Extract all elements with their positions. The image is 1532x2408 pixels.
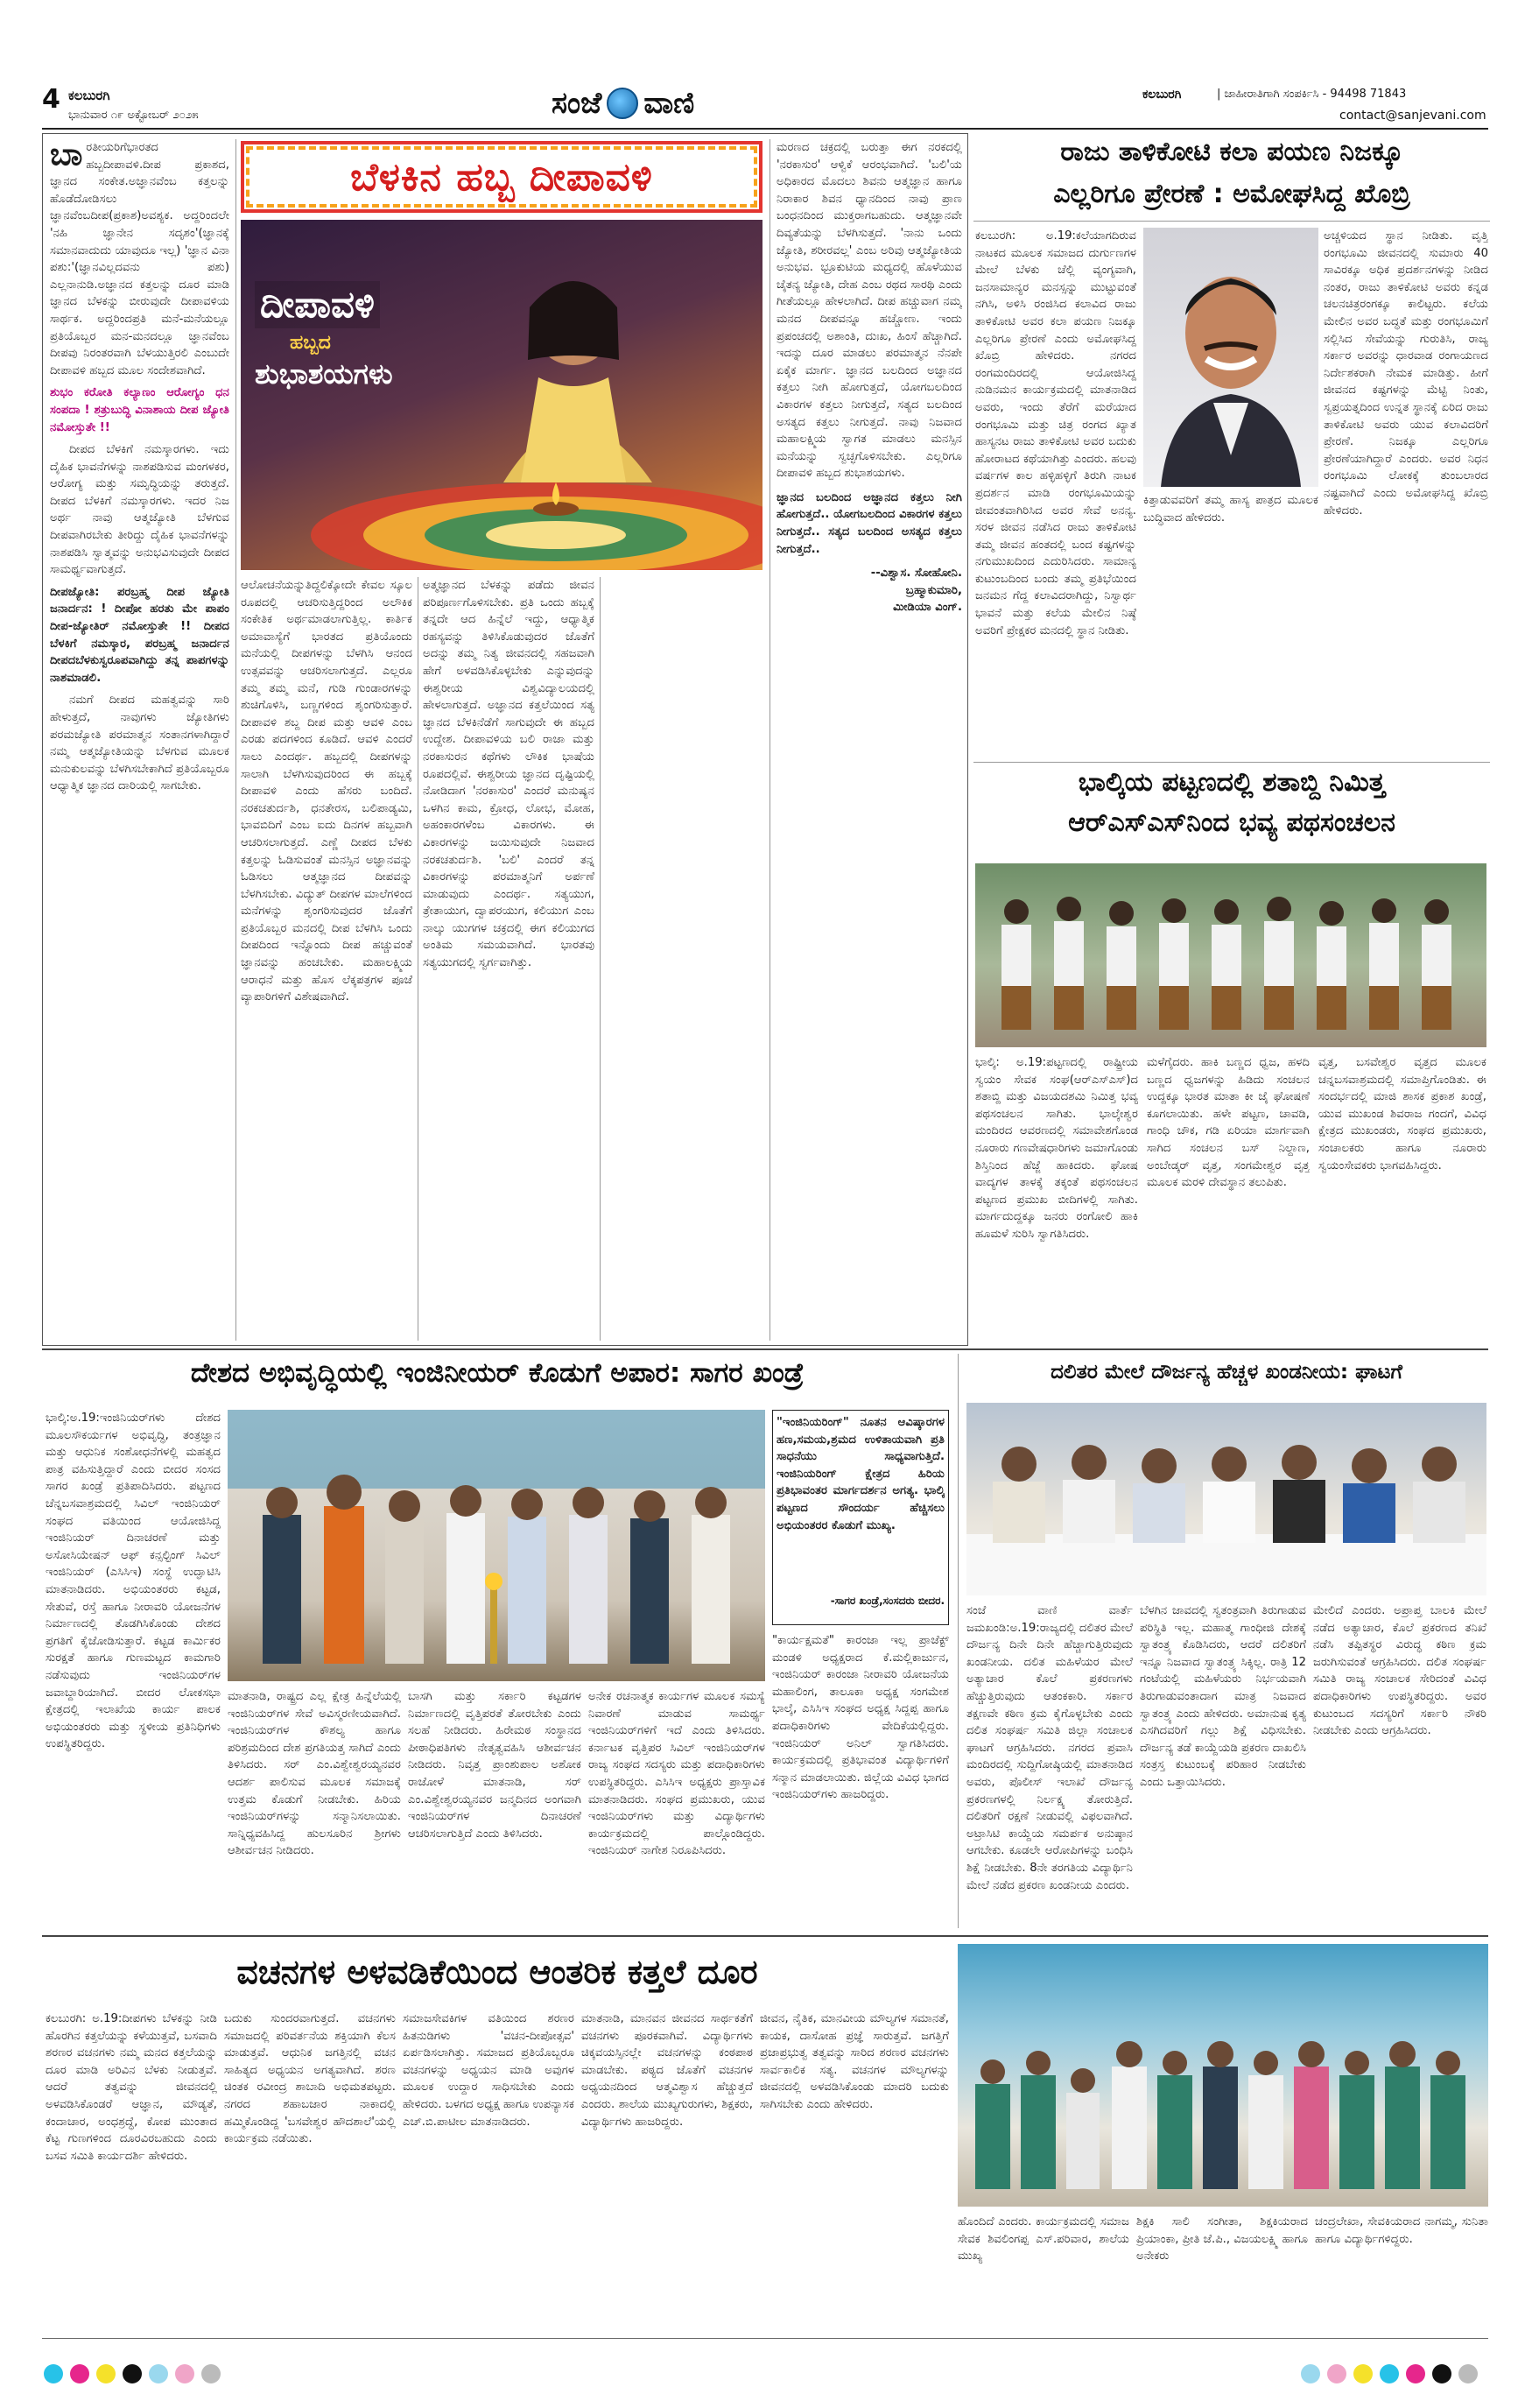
color-registration-right <box>1301 2364 1493 2387</box>
deepavali-dropcap: ಬಾ <box>50 139 83 173</box>
seated-people-illustration <box>966 1403 1486 1595</box>
rss-march-photo <box>975 863 1486 1047</box>
footer-rule <box>42 2338 1488 2339</box>
page-number: 4 <box>42 84 60 115</box>
lamp-lighting-ceremony-illustration <box>228 1410 765 1681</box>
deepavali-headline: ಬೆಳಕಿನ ಹಬ್ಬ ದೀಪಾವಳಿ <box>350 154 653 200</box>
deepavali-col3b <box>605 577 762 1341</box>
engineer-quote-box <box>772 1410 949 1625</box>
vachana-col2: ಬದುಕು ಸುಂದರವಾಗುತ್ತದೆ. ವಚನಗಳು ಸಮಾಜದಲ್ಲಿ ಪರಿವರ್ತನೆಯ ಶಕ್ತಿಯಾಗಿ ಕೆಲಸ ಮಾಡುತ್ತವೆ. ಆಧುನಿಕ ಜಗತ್ತಿನಲ್ಲಿ ವಚನ ಸಾಹಿತ್ಯದ ಅಧ್ಯಯನ ಅಗತ್ಯವಾಗಿದೆ. ಶರಣ ಚಿಂತಕ ರವೀಂದ್ರ ಶಾಬಾದಿ ಅಭಿಮತಪಟ್ಟರು. ನಗರದ ಶಹಾಬಜಾರ ನಾಕಾದಲ್ಲಿ ಹಮ್ಮಿಕೊಂಡಿದ್ದ 'ಬಸವೇಶ್ವರ ಹೌದಶಾಲೆ'ಯಲ್ಲಿ ಕಾರ್ಯಕ್ರಮ ನಡೆಯಿತು. <box>224 2012 396 2146</box>
masthead-left: ಸಂಜೆ <box>552 86 602 121</box>
vachana-article <box>42 1940 1490 2334</box>
engineer-col4: ಅನೇಕ ರಚನಾತ್ಮಕ ಕಾರ್ಯಗಳ ಮೂಲಕ ಸಮಸ್ಯೆ ನಿವಾರಣೆ ಮಾಡುವ ಸಾಮರ್ಥ್ಯ ಇಂಜಿನಿಯರ್‌ಗಳಿಗೆ ಇದೆ ಎಂದು ತಿಳಿಸಿದರು. ಕರ್ನಾಟಕ ವೃತ್ತಿಪರ ಸಿವಿಲ್ ಇಂಜಿನಿಯರ್‌ಗಳ ರಾಜ್ಯ ಸಂಘದ ಸದಸ್ಯರು ಮತ್ತು ಪದಾಧಿಕಾರಿಗಳು ಉಪಸ್ಥಿತರಿದ್ದರು. ಎಸಿಸಿಇ ಅಧ್ಯಕ್ಷರು ಪ್ರಾಸ್ತಾವಿಕ ಮಾತನಾಡಿದರು. ಸಂಘದ ಪ್ರಮುಖರು, ಯುವ ಇಂಜಿನಿಯರ್‌ಗಳು ಮತ್ತು ವಿದ್ಯಾರ್ಥಿಗಳು ಕಾರ್ಯಕ್ರಮದಲ್ಲಿ ಪಾಲ್ಗೊಂಡಿದ್ದರು. ಇಂಜಿನಿಯರ್ ನಾಗೇಶ ನಿರೂಪಿಸಿದರು. <box>588 1690 765 1858</box>
section-rule <box>973 762 1490 763</box>
byline-org: ಬ್ರಹ್ಮಾಕುಮಾರಿ, <box>905 583 962 597</box>
engineer-col1: ಭಾಲ್ಕಿ:ಅ.19:ಇಂಜಿನಿಯರ್‌ಗಳು ದೇಶದ ಮೂಲಸೌಕರ್ಯಗಳ ಅಭಿವೃದ್ಧಿ, ತಂತ್ರಜ್ಞಾನ ಮತ್ತು ಆಧುನಿಕ ಸಂಶೋಧನೆಗಳಲ್ಲಿ ಮಹತ್ವದ ಪಾತ್ರ ವಹಿಸುತ್ತಿದ್ದಾರೆ ಎಂದು ಬೀದರ ಸಂಸದ ಸಾಗರ ಖಂಡ್ರೆ ಪ್ರತಿಪಾದಿಸಿದರು. ಪಟ್ಟಣದ ಚೆನ್ನಬಸವಾಶ್ರಮದಲ್ಲಿ ಸಿವಿಲ್ ಇಂಜಿನಿಯರ್ ಸಂಘದ ವತಿಯಿಂದ ಆಯೋಜಿಸಿದ್ದ ಇಂಜಿನಿಯರ್ ದಿನಾಚರಣೆ ಮತ್ತು ಅಸೋಸಿಯೇಷನ್ ಆಫ್ ಕನ್ಸಲ್ಟಿಂಗ್ ಸಿವಿಲ್ ಇಂಜಿನಿಯರ್ (ಎಸಿಸಿಇ) ಸಂಸ್ಥೆ ಉದ್ಘಾಟಿಸಿ ಮಾತನಾಡಿದರು. ಅಭಿಯಂತರರು ಕಟ್ಟಡ, ಸೇತುವೆ, ರಸ್ತೆ ಹಾಗೂ ನೀರಾವರಿ ಯೋಜನೆಗಳ ನಿರ್ಮಾಣದಲ್ಲಿ ತೊಡಗಿಸಿಕೊಂಡು ದೇಶದ ಪ್ರಗತಿಗೆ ಕೈಜೋಡಿಸುತ್ತಾರೆ. ಕಟ್ಟಡ ಕಾರ್ಮಿಕರ ಸುರಕ್ಷತೆ ಹಾಗೂ ಗುಣಮಟ್ಟದ ಕಾಮಗಾರಿ ನಡೆಸುವುದು ಇಂಜಿನಿಯರ್‌ಗಳ ಜವಾಬ್ದಾರಿಯಾಗಿದೆ. ಬೀದರ ಲೋಕಸಭಾ ಕ್ಷೇತ್ರದಲ್ಲಿ ಇಲಾಖೆಯ ಕಾರ್ಯ ಪಾಲಕ ಅಭಿಯಂತರರು ಮತ್ತು ಸ್ಥಳೀಯ ಪ್ರತಿನಿಧಿಗಳು ಉಪಸ್ಥಿತರಿದ್ದರು. <box>46 1412 221 1751</box>
dalit-article <box>963 1354 1490 1932</box>
dalit-col3: ಮೇಲಿದೆ ಎಂದರು. ಅಪ್ರಾಪ್ತ ಬಾಲಕಿ ಮೇಲೆ ನಡೆದ ಅತ್ಯಾಚಾರ, ಕೊಲೆ ಪ್ರಕರಣದ ತನಿಖೆ ನಡೆಸಿ ತಪ್ಪಿತಸ್ಥರ ವಿರುದ್ಧ ಕಠಿಣ ಕ್ರಮ ಜರುಗಿಸುವಂತೆ ಆಗ್ರಹಿಸಿದರು. ದಲಿತ ಸಂಘರ್ಷ ಸಮಿತಿ ರಾಜ್ಯ ಸಂಚಾಲಕ ಸೇರಿದಂತೆ ವಿವಿಧ ಪದಾಧಿಕಾರಿಗಳು ಉಪಸ್ಥಿತರಿದ್ದರು. ಅವರ ಕುಟುಂಬದ ಸದಸ್ಯರಿಗೆ ಸರ್ಕಾರಿ ನೌಕರಿ ನೀಡಬೇಕು ಎಂದು ಆಗ್ರಹಿಸಿದರು. <box>1313 1604 1486 1738</box>
raju-col1: ಕಲಬುರಗಿ: ಅ.19:ಕಲೆಯಾಗದಿರುವ ನಾಟಕದ ಮೂಲಕ ಸಮಾಜದ ದುರ್ಗುಣಗಳ ಮೇಲೆ ಬೆಳಕು ಚೆಲ್ಲಿ ವ್ಯಂಗ್ಯವಾಗಿ, ಜನಸಾಮಾನ್ಯರ ಮನಸ್ಸನ್ನು ಮುಟ್ಟುವಂತೆ ನಗಿಸಿ, ಅಳಿಸಿ ರಂಜಿಸಿದ ಕಲಾವಿದ ರಾಜು ತಾಳಿಕೋಟಿ ಅವರ ಕಲಾ ಪಯಣ ನಿಜಕ್ಕೂ ಎಲ್ಲರಿಗೂ ಪ್ರೇರಣೆ ಎಂದು ಅಮೋಘಸಿದ್ದ ಖೊಬ್ರಿ ಹೇಳಿದರು. ನಗರದ ರಂಗಮಂದಿರದಲ್ಲಿ ಆಯೋಜಿಸಿದ್ದ ನುಡಿನಮನ ಕಾರ್ಯಕ್ರಮದಲ್ಲಿ ಮಾತನಾಡಿದ ಅವರು, ಇಂದು ತೆರೆಗೆ ಮರೆಯಾದ ರಂಗಭೂಮಿ ಮತ್ತು ಚಿತ್ರ ರಂಗದ ಖ್ಯಾತ ಹಾಸ್ಯನಟ ರಾಜು ತಾಳಿಕೋಟಿ ಅವರ ಬದುಕು ಹೋರಾಟದ ಕಥೆಯಾಗಿತ್ತು ಎಂದರು. ಹಲವು ವರ್ಷಗಳ ಕಾಲ ಹಳ್ಳಿಹಳ್ಳಿಗೆ ತಿರುಗಿ ನಾಟಕ ಪ್ರದರ್ಶನ ಮಾಡಿ ರಂಗಭೂಮಿಯನ್ನು ಜೀವಂತವಾಗಿರಿಸಿದ ಅವರ ಸೇವೆ ಅನನ್ಯ. ಸರಳ ಜೀವನ ನಡೆಸಿದ ರಾಜು ತಾಳಿಕೋಟಿ ತಮ್ಮ ಜೀವನ ಹಂತದಲ್ಲಿ ಬಂದ ಕಷ್ಟಗಳನ್ನು ನಗುಮುಖದಿಂದ ಎದುರಿಸಿದರು. ಸಾಮಾನ್ಯ ಕುಟುಂಬದಿಂದ ಬಂದು ತಮ್ಮ ಪ್ರತಿಭೆಯಿಂದ ಜನಮನ ಗೆದ್ದ ಕಲಾವಿದರಾಗಿದ್ದು, ನಿಸ್ವಾರ್ಥ ಭಾವನೆ ಮತ್ತು ಕಲೆಯ ಮೇಲಿನ ನಿಷ್ಠೆ ಅವರಿಗೆ ಪ್ರೇಕ್ಷಕರ ಮನದಲ್ಲಿ ಸ್ಥಾನ ನೀಡಿತು. <box>975 229 1136 637</box>
engineer-headline: ದೇಶದ ಅಭಿವೃದ್ಧಿಯಲ್ಲಿ ಇಂಜಿನೀಯರ್ ಕೊಡುಗೆ ಅಪಾರ: ಸಾಗರ ಖಂಡ್ರೆ <box>190 1357 805 1389</box>
vachana-event-photo <box>958 1944 1488 2207</box>
header-date: ಭಾನುವಾರ ೧೯ ಅಕ್ಟೋಬರ್ ೨೦೨೫ <box>68 109 199 122</box>
deepavali-greeting-image <box>241 220 762 570</box>
bhalki-col2: ಮಳೆಗೈದರು. ಹಾಕಿ ಬಣ್ಣದ ಧ್ವಜ, ಹಳದಿ ಬಣ್ಣದ ಧ್ವಜಗಳನ್ನು ಹಿಡಿದು ಸಂಚಲನ ಉದ್ದಕ್ಕೂ ಭಾರತ ಮಾತಾ ಕೀ ಜೈ ಘೋಷಣೆ ಕೂಗಲಾಯಿತು. ಹಳೇ ಪಟ್ಟಣ, ಚಾವಡಿ, ಗಾಂಧಿ ಚೌಕ, ಗಡಿ ಏರಿಯಾ ಮಾರ್ಗವಾಗಿ ಸಾಗಿದ ಸಂಚಲನ ಬಸ್ ನಿಲ್ದಾಣ, ಅಂಬೇಡ್ಕರ್ ವೃತ್ತ, ಸಂಗಮೇಶ್ವರ ವೃತ್ತ ಮೂಲಕ ಮರಳಿ ದೇವಸ್ಥಾನ ತಲುಪಿತು. <box>1147 1056 1310 1190</box>
engineer-col5: "ಕಾರ್ಯಕ್ಷಮತೆ" ಕಾರಂಜಾ ಇಲ್ಲ ಪ್ರಾಜೆಕ್ಟ್ ಮಂಡಳಿ ಅಧ್ಯಕ್ಷರಾದ ಕೆ.ಮಲ್ಲಿಕಾರ್ಜುನ, ಇಂಜಿನಿಯರ್ ಕಾರಂಜಾ ನೀರಾವರಿ ಯೋಜನೆಯ ಮಹಾಲಿಂಗ, ತಾಲೂಕಾ ಅಧ್ಯಕ್ಷ ಸಂಗಮೇಶ ಭಾಲ್ಕೆ, ಎಸಿಸಿಇ ಸಂಘದ ಅಧ್ಯಕ್ಷ ಸಿದ್ದಪ್ಪ ಹಾಗೂ ಪದಾಧಿಕಾರಿಗಳು ವೇದಿಕೆಯಲ್ಲಿದ್ದರು. ಇಂಜಿನಿಯರ್ ಅನಿಲ್ ಸ್ವಾಗತಿಸಿದರು. ಕಾರ್ಯಕ್ರಮದಲ್ಲಿ ಪ್ರತಿಭಾವಂತ ವಿದ್ಯಾರ್ಥಿಗಳಿಗೆ ಸನ್ಮಾನ ಮಾಡಲಾಯಿತು. ಜಿಲ್ಲೆಯ ವಿವಿಧ ಭಾಗದ ಇಂಜಿನಿಯರ್‌ಗಳು ಹಾಜರಿದ್ದರು. <box>772 1634 949 1802</box>
raju-photo-caption: ಕಿತ್ತಾಡುವವರಿಗೆ ತಮ್ಮ ಹಾಸ್ಯ ಪಾತ್ರದ ಮೂಲಕ ಬುದ್ಧಿವಾದ ಹೇಳಿದರು. <box>1143 494 1318 525</box>
vachana-col4: ಮಾತನಾಡಿ, ಮಾನವನ ಜೀವನದ ಸಾರ್ಥಕತೆಗೆ ವಚನಗಳು ಪೂರಕವಾಗಿವೆ. ವಿದ್ಯಾರ್ಥಿಗಳು ಚಿಕ್ಕವಯಸ್ಸಿನಲ್ಲೇ ವಚನಗಳನ್ನು ಕಂಠಪಾಠ ಮಾಡಬೇಕು. ಪಠ್ಯದ ಜೊತೆಗೆ ವಚನಗಳ ಅಧ್ಯಯನದಿಂದ ಆತ್ಮವಿಶ್ವಾಸ ಹೆಚ್ಚುತ್ತದೆ ಎಂದರು. ಶಾಲೆಯ ಮುಖ್ಯಗುರುಗಳು, ಶಿಕ್ಷಕರು, ವಿದ್ಯಾರ್ಥಿಗಳು ಹಾಜರಿದ್ದರು. <box>581 2012 753 2129</box>
deepavali-col1-p2: ದೀಪದ ಬೆಳಕಿಗೆ ನಮಸ್ಕಾರಗಳು. ಇದು ದೈಹಿಕ ಭಾವನೆಗಳನ್ನು ನಾಶಪಡಿಸುವ ಮಂಗಳಕರ, ಆರೋಗ್ಯ ಮತ್ತು ಸಮೃದ್ಧಿಯನ್ನು ತರುತ್ತದೆ. ದೀಪದ ಬೆಳಕಿಗೆ ನಮಸ್ಕಾರಗಳು. ಇದರ ನಿಜ ಅರ್ಥ ನಾವು ಆತ್ಮಜ್ಯೋತಿ ಬೆಳಗುವ ದೀಪವಾಗಿರಬೇಕು ತೀರಿದ್ದು ದೈಹಿಕ ಭಾವನೆಗಳನ್ನು ನಾಶಪಡಿಸಿ ಸ್ವಾತ್ಮವನ್ನು ಅನುಭವಿಸುವುದೇ ದೀಪದ ಸಾಮರ್ಥ್ಯವಾಗುತ್ತದೆ. <box>50 443 229 577</box>
byline-name: --ವಿಶ್ವಾಸ. ಸೋಹೋನಿ. <box>870 567 962 581</box>
engineer-article <box>42 1354 952 1932</box>
masthead-logo-icon <box>607 88 638 119</box>
raju-headline1: ರಾಜು ತಾಳಿಕೋಟಿ ಕಲಾ ಪಯಣ ನಿಜಕ್ಕೂ <box>1060 137 1403 167</box>
column-rule <box>235 139 236 1341</box>
raju-col2: ಅಚ್ಚಳಿಯದ ಸ್ಥಾನ ನೀಡಿತು. ವೃತ್ತಿ ರಂಗಭೂಮಿ ಜೀವನದಲ್ಲಿ ಸುಮಾರು 40 ಸಾವಿರಕ್ಕೂ ಅಧಿಕ ಪ್ರದರ್ಶನಗಳನ್ನು ನೀಡಿದ ನಂತರ, ರಾಜು ತಾಳಿಕೋಟಿ ಅವರು ಕನ್ನಡ ಚಲನಚಿತ್ರರಂಗಕ್ಕೂ ಕಾಲಿಟ್ಟರು. ಕಲೆಯ ಮೇಲಿನ ಅವರ ಬದ್ಧತೆ ಮತ್ತು ರಂಗಭೂಮಿಗೆ ಸಲ್ಲಿಸಿದ ಸೇವೆಯನ್ನು ಗುರುತಿಸಿ, ರಾಜ್ಯ ಸರ್ಕಾರ ಅವರನ್ನು ಧಾರವಾಡ ರಂಗಾಯಣದ ನಿರ್ದೇಶಕರಾಗಿ ನೇಮಕ ಮಾಡಿತ್ತು. ಹೀಗೆ ಜೀವನದ ಕಷ್ಟಗಳನ್ನು ಮೆಟ್ಟಿ ನಿಂತು, ಸ್ವಪ್ರಯತ್ನದಿಂದ ಉನ್ನತ ಸ್ಥಾನಕ್ಕೆ ಏರಿದ ರಾಜು ತಾಳಿಕೋಟಿ ಅವರು ಯುವ ಕಲಾವಿದರಿಗೆ ಪ್ರೇರಣೆ. ನಿಜಕ್ಕೂ ಎಲ್ಲರಿಗೂ ಪ್ರೇರಣೆಯಾಗಿದ್ದಾರೆ ಎಂದರು. ಅವರ ನಿಧನ ರಂಗಭೂಮಿ ಲೋಕಕ್ಕೆ ತುಂಬಲಾರದ ನಷ್ಟವಾಗಿದೆ ಎಂದು ಅಮೋಘಸಿದ್ದ ಖೊಬ್ರಿ ಹೇಳಿದರು. <box>1324 229 1488 518</box>
deepavali-col4 <box>777 139 962 1341</box>
engineer-event-photo <box>228 1410 765 1681</box>
raju-headline2: ಎಲ್ಲರಿಗೂ ಪ್ರೇರಣೆ : ಅಮೋಘಸಿದ್ದ ಖೊಬ್ರಿ <box>1053 179 1410 209</box>
bhalki-headline1: ಭಾಲ್ಕಿಯ ಪಟ್ಟಣದಲ್ಲಿ ಶತಾಬ್ದಿ ನಿಮಿತ್ತ <box>1078 767 1386 798</box>
column-rule <box>958 1354 959 1928</box>
students-group-illustration <box>958 1944 1488 2207</box>
deepavali-article <box>42 133 968 1346</box>
greeting-line1: ದೀಪಾವಳಿ <box>255 281 380 328</box>
contact-email[interactable]: contact@sanjevani.com <box>1339 109 1486 123</box>
deepavali-col3: ಅತ್ಮಜ್ಞಾನದ ಬೆಳಕನ್ನು ಪಡೆದು ಜೀವನ ಪರಿಪೂರ್ಣಗೊಳಿಸಬೇಕು. ಪ್ರತಿ ಒಂದು ಹಬ್ಬಕ್ಕೆ ತನ್ನದೇ ಆದ ಹಿನ್ನೆಲೆ ಇದ್ದು, ಆಧ್ಯಾತ್ಮಿಕ ರಹಸ್ಯವನ್ನು ತಿಳಿಸಿಕೊಡುವುದರ ಜೊತೆಗೆ ಅದನ್ನು ತಮ್ಮ ನಿತ್ಯ ಜೀವನದಲ್ಲಿ ಸಹಜವಾಗಿ ಹೇಗೆ ಅಳವಡಿಸಿಕೊಳ್ಳಬೇಕು ಎನ್ನುವುದನ್ನು ಈಶ್ವರೀಯ ವಿಶ್ವವಿದ್ಯಾಲಯದಲ್ಲಿ ಹೇಳಲಾಗುತ್ತದೆ. ಅಜ್ಞಾನದ ಕತ್ತಲೆಯಿಂದ ಸತ್ಯ ಜ್ಞಾನದ ಬೆಳಕಿನೆಡೆಗೆ ಸಾಗುವುದೇ ಈ ಹಬ್ಬದ ಉದ್ದೇಶ. ದೀಪಾವಳಿಯ ಬಲಿ ರಾಜಾ ಮತ್ತು ನರಕಾಸುರನ ಕಥೆಗಳು ಲೌಕಿಕ ಭಾಷೆಯ ರೂಪದಲ್ಲಿವೆ. ಈಶ್ವರೀಯ ಜ್ಞಾನದ ದೃಷ್ಟಿಯಲ್ಲಿ ನೋಡಿದಾಗ 'ನರಕಾಸುರ' ಎಂದರೆ ಮನುಷ್ಯನ ಒಳಗಿನ ಕಾಮ, ಕ್ರೋಧ, ಲೋಭ, ಮೋಹ, ಅಹಂಕಾರಗಳೆಂಬ ವಿಕಾರಗಳು. ಈ ವಿಕಾರಗಳನ್ನು ಜಯಿಸುವುದೇ ನಿಜವಾದ ನರಕಚತುರ್ದಶಿ. 'ಬಲಿ' ಎಂದರೆ ತನ್ನ ವಿಕಾರಗಳನ್ನು ಪರಮಾತ್ಮನಿಗೆ ಅರ್ಪಣೆ ಮಾಡುವುದು ಎಂದರ್ಥ. ಸತ್ಯಯುಗ, ತ್ರೇತಾಯುಗ, ದ್ವಾಪರಯುಗ, ಕಲಿಯುಗ ಎಂಬ ನಾಲ್ಕು ಯುಗಗಳ ಚಕ್ರದಲ್ಲಿ ಈಗ ಕಲಿಯುಗದ ಅಂತಿಮ ಸಮಯವಾಗಿದೆ. ಭಾರತವು ಸತ್ಯಯುಗದಲ್ಲಿ ಸ್ವರ್ಗವಾಗಿತ್ತು. <box>423 579 594 970</box>
header-city-left: ಕಲಬುರಗಿ <box>68 88 110 103</box>
dalit-col1: ಸಂಜೆ ವಾಣಿ ವಾರ್ತೆ ಜಮಖಂಡಿ:ಅ.19:ರಾಜ್ಯದಲ್ಲಿ ದಲಿತರ ಮೇಲೆ ದೌರ್ಜನ್ಯ ದಿನೇ ದಿನೇ ಹೆಚ್ಚಾಗುತ್ತಿರುವುದು ಖಂಡನೀಯ. ದಲಿತ ಮಹಿಳೆಯರ ಮೇಲೆ ಅತ್ಯಾಚಾರ ಕೊಲೆ ಪ್ರಕರಣಗಳು ಹೆಚ್ಚುತ್ತಿರುವುದು ಆತಂಕಕಾರಿ. ಸರ್ಕಾರ ತಕ್ಷಣವೇ ಕಠಿಣ ಕ್ರಮ ಕೈಗೊಳ್ಳಬೇಕು ಎಂದು ದಲಿತ ಸಂಘರ್ಷ ಸಮಿತಿ ಜಿಲ್ಲಾ ಸಂಚಾಲಕ ಘಾಟಗೆ ಆಗ್ರಹಿಸಿದರು. ನಗರದ ಪ್ರವಾಸಿ ಮಂದಿರದಲ್ಲಿ ಸುದ್ದಿಗೋಷ್ಠಿಯಲ್ಲಿ ಮಾತನಾಡಿದ ಅವರು, ಪೊಲೀಸ್ ಇಲಾಖೆ ದೌರ್ಜನ್ಯ ಪ್ರಕರಣಗಳಲ್ಲಿ ನಿರ್ಲಕ್ಷ್ಯ ತೋರುತ್ತಿದೆ. ದಲಿತರಿಗೆ ರಕ್ಷಣೆ ನೀಡುವಲ್ಲಿ ವಿಫಲವಾಗಿದೆ. ಅಟ್ರಾಸಿಟಿ ಕಾಯ್ದೆಯ ಸಮರ್ಪಕ ಅನುಷ್ಠಾನ ಆಗಬೇಕು. ಕೂಡಲೇ ಆರೋಪಿಗಳನ್ನು ಬಂಧಿಸಿ ಶಿಕ್ಷೆ ನೀಡಬೇಕು. 8ನೇ ತರಗತಿಯ ವಿದ್ಯಾರ್ಥಿನಿ ಮೇಲೆ ನಡೆದ ಪ್ರಕರಣ ಖಂಡನೀಯ ಎಂದರು. <box>966 1604 1133 1892</box>
ad-contact: | ಜಾಹೀರಾತಿಗಾಗಿ ಸಂಪರ್ಕಿಸಿ - 94498 71843 <box>1217 88 1407 101</box>
color-registration-left <box>44 2364 236 2387</box>
deepavali-verse1: ಶುಭಂ ಕರೋತಿ ಕಲ್ಯಾಣಂ ಆರೋಗ್ಯಂ ಧನ ಸಂಪದಾ ! ಶತ್ರುಬುದ್ಧಿ ವಿನಾಶಾಯ ದೀಪ ಜ್ಯೋತಿ ನಮೋಸ್ತುತೇ !! <box>50 386 229 434</box>
column-rule <box>600 577 601 1341</box>
greeting-line3: ಶುಭಾಶಯಗಳು <box>255 357 393 391</box>
vachana-headline: ವಚನಗಳ ಅಳವಡಿಕೆಯಿಂದ ಆಂತರಿಕ ಕತ್ತಲೆ ದೂರ <box>236 1953 758 1991</box>
masthead-right: ವಾಣಿ <box>643 86 695 121</box>
bhalki-headline2: ಆರ್‌ಎಸ್‌ಎಸ್‌ನಿಂದ ಭವ್ಯ ಪಥಸಂಚಲನ <box>1068 807 1395 838</box>
deepavali-verse2: ದೀಪಜ್ಯೋತಿ: ಪರಬ್ರಹ್ಮ ದೀಪ ಜ್ಯೋತಿ ಜನಾರ್ದನ: ! ದೀಪೋ ಹರತು ಮೇ ಪಾಪಂ ದೀಪ-ಜ್ಯೋತಿರ್ ನಮೋಸ್ತುತೇ !! ದೀಪದ ಬೆಳಕಿಗೆ ನಮಸ್ಕಾರ, ಪರಬ್ರಹ್ಮ ಜನಾರ್ದನ ದೀಪದಬೆಳಕುಸ್ವರೂಪವಾಗಿದ್ದು ತನ್ನ ಪಾಪಗಳನ್ನು ನಾಶಮಾಡಲಿ. <box>50 585 229 685</box>
header-rule <box>42 128 1488 130</box>
deepavali-col1-p1: ರತೀಯರಿಗೆಭಾರತದ ಹಬ್ಬದೀಪಾವಳಿ.ದೀಪ ಪ್ರಕಾಶದ, ಜ್ಞಾನದ ಸಂಕೇತ.ಅಜ್ಞಾನವೆಂಬ ಕತ್ತಲನ್ನು ಹೊಡೆದೋಡಿಸಲು ಜ್ಞಾನವೆಂಬದೀಪ(ಪ್ರಕಾಶ)ಅವಶ್ಯಕ. ಅದ್ದರಿಂದಲೇ 'ನಹಿ ಜ್ಞಾನೇನ ಸದೃಶಂ'(ಜ್ಞಾನಕ್ಕೆ ಸಮಾನವಾದುದು ಯಾವುದೂ ಇಲ್ಲ) 'ಜ್ಞಾನ ವಿನಾ ಪಶು:'(ಜ್ಞಾನವಿಲ್ಲದವನು ಪಶು) ಎಲ್ಲನಾನುಡಿ.ಅಜ್ಞಾನದ ಕತ್ತಲನ್ನು ದೂರ ಮಾಡಿ ಜ್ಞಾನದ ಬೆಳಕನ್ನು ಬೀರುವುದೇ ದೀಪಾವಳಿಯ ಸಾರ್ಥಕ. ಅದ್ದರಿಂದಪ್ರತಿ ಮನೆ-ಮನೆಯಲ್ಲೂ ಪ್ರತಿಯೊಬ್ಬರ ಮನ-ಮನದಲ್ಲೂ ಜ್ಞಾನವೆಂಬ ದೀಪವು ನಿರಂತರವಾಗಿ ಬೆಳಯುತ್ತಿರಲಿ ಎಂಬುದೇ ದೀಪಾವಳಿ ಹಬ್ಬದ ಮೂಲ ಸಂದೇಶವಾಗಿದೆ. <box>50 141 229 377</box>
deepavali-col4-verse: ಜ್ಞಾನದ ಬಲದಿಂದ ಅಜ್ಞಾನದ ಕತ್ತಲು ನೀಗಿ ಹೋಗುತ್ತದೆ.. ಯೋಗಬಲದಿಂದ ವಿಕಾರಗಳ ಕತ್ತಲು ನೀಗುತ್ತದೆ.. ಸತ್ಯದ ಬಲದಿಂದ ಅಸತ್ಯದ ಕತ್ತಲು ನೀಗುತ್ತದೆ.. <box>777 490 962 556</box>
byline-wing: ಮೀಡಿಯಾ ವಿಂಗ್. <box>893 601 962 615</box>
bhalki-article <box>973 767 1490 1345</box>
header-city-right: ಕಲಬುರಗಿ <box>1142 88 1182 102</box>
bhalki-col3: ವೃತ್ತ, ಬಸವೇಶ್ವರ ವೃತ್ತದ ಮೂಲಕ ಚನ್ನಬಸವಾಶ್ರಮದಲ್ಲಿ ಸಮಾಪ್ತಿಗೊಂಡಿತು. ಈ ಸಂದರ್ಭದಲ್ಲಿ ಮಾಜಿ ಶಾಸಕ ಪ್ರಕಾಶ ಖಂಡ್ರೆ, ಯುವ ಮುಖಂಡ ಶಿವರಾಜ ಗಂದಗೆ, ವಿವಿಧ ಕ್ಷೇತ್ರದ ಮುಖಂಡರು, ಸಂಘದ ಪ್ರಮುಖರು, ಸಂಚಾಲಕರು ಹಾಗೂ ನೂರಾರು ಸ್ವಯಂಸೇವಕರು ಭಾಗವಹಿಸಿದ್ದರು. <box>1318 1056 1486 1172</box>
marching-group-illustration <box>975 863 1486 1047</box>
vachana-caption2: ಶಿಕ್ಷಕಿ ಸಾಲಿ ಸಂಗೀತಾ, ಶಿಕ್ಷಕಿಯರಾದ ಪ್ರಿಯಾಂಕಾ, ಪ್ರೀತಿ ಜೆ.ಪಿ., ವಿಜಯಲಕ್ಷ್ಮಿ ಹಾಗೂ ಅನೇಕರು <box>1136 2215 1308 2264</box>
dalit-col2: ಬೆಳಗಿನ ಜಾವದಲ್ಲಿ ಸ್ವತಂತ್ರವಾಗಿ ತಿರುಗಾಡುವ ಪರಿಸ್ಥಿತಿ ಇಲ್ಲ. ಮಹಾತ್ಮ ಗಾಂಧೀಜಿ ದೇಶಕ್ಕೆ ಸ್ವಾತಂತ್ರ್ಯ ಕೊಡಿಸಿದರು, ಆದರೆ ದಲಿತರಿಗೆ ಇನ್ನೂ ನಿಜವಾದ ಸ್ವಾತಂತ್ರ್ಯ ಸಿಕ್ಕಿಲ್ಲ. ರಾತ್ರಿ 12 ಗಂಟೆಯಲ್ಲಿ ಮಹಿಳೆಯರು ನಿರ್ಭಯವಾಗಿ ತಿರುಗಾಡುವಂತಾದಾಗ ಮಾತ್ರ ನಿಜವಾದ ಸ್ವಾತಂತ್ರ್ಯ ಎಂದು ಹೇಳಿದರು. ಅಮಾನುಷ ಕೃತ್ಯ ಎಸಗಿದವರಿಗೆ ಗಲ್ಲು ಶಿಕ್ಷೆ ವಿಧಿಸಬೇಕು. ದೌರ್ಜನ್ಯ ತಡೆ ಕಾಯ್ದೆಯಡಿ ಪ್ರಕರಣ ದಾಖಲಿಸಿ ಸಂತ್ರಸ್ತ ಕುಟುಂಬಕ್ಕೆ ಪರಿಹಾರ ನೀಡಬೇಕು ಎಂದು ಒತ್ತಾಯಿಸಿದರು. <box>1140 1604 1306 1789</box>
deepavali-col1 <box>50 139 229 1341</box>
vachana-col1: ಕಲಬುರಗಿ: ಅ.19:ದೀಪಗಳು ಬೆಳಕನ್ನು ನೀಡಿ ಹೊರಗಿನ ಕತ್ತಲೆಯನ್ನು ಕಳೆಯುತ್ತವೆ, ಬಸವಾದಿ ಶರಣರ ವಚನಗಳು ನಮ್ಮ ಮನದ ಕತ್ತಲೆಯನ್ನು ದೂರ ಮಾಡಿ ಅರಿವಿನ ಬೆಳಕು ನೀಡುತ್ತವೆ. ಆದರೆ ತತ್ವವನ್ನು ಜೀವನದಲ್ಲಿ ಅಳವಡಿಸಿಕೊಂಡರೆ ಆಜ್ಞಾನ, ಮೌಡ್ಯತೆ, ಕಂದಾಚಾರ, ಅಂಧಶ್ರದ್ಧೆ, ಕೋಪ ಮುಂತಾದ ಕೆಟ್ಟ ಗುಣಗಳಿಂದ ದೂರವಿರಬಹುದು ಎಂದು ಬಸವ ಸಮಿತಿ ಕಾರ್ಯದರ್ಶಿ ಹೇಳಿದರು. <box>46 2012 217 2163</box>
section-rule <box>42 1348 1488 1350</box>
engineer-quote-by: -ಸಾಗರ ಖಂಡ್ರೆ,ಸಂಸದರು ಬೀದರ. <box>830 1595 945 1607</box>
deepavali-col4-text: ಮರಣದ ಚಕ್ರದಲ್ಲಿ ಬರುತ್ತಾ ಈಗ ನರಕದಲ್ಲಿ 'ನರಕಾಸುರ' ಆಳ್ವಿಕೆ ಆರಂಭವಾಗಿದೆ. 'ಬಲಿ'ಯ ಅಧಿಕಾರದ ಮೊದಲು ಶಿವನು ಆತ್ಮಜ್ಞಾನ ಹಾಗೂ ನಿರಾಕಾರ ಶಿವನ ಧ್ಯಾನದಿಂದ ನಾವು ಪ್ರಾಣ ಬಂಧನದಿಂದ ಮುಕ್ತರಾಗಬಹುದು. ಆತ್ಮಜ್ಞಾನವೇ ದಿವ್ಯತೆಯನ್ನು ಬೆಳಗಿಸುತ್ತದೆ. 'ನಾನು ಒಂದು ಜ್ಯೋತಿ, ಶರೀರವಲ್ಲ' ಎಂಬ ಅರಿವು ಆತ್ಮಜ್ಯೋತಿಯ ಅನುಭವ. ಭ್ರೂಕುಟಿಯ ಮಧ್ಯದಲ್ಲಿ ಹೊಳೆಯುವ ಚೈತನ್ಯ ಜ್ಯೋತಿ, ದೇಹ ಎಂಬ ರಥದ ಸಾರಥಿ ಎಂದು ಗೀತೆಯಲ್ಲೂ ಹೇಳಲಾಗಿದೆ. ದೀಪ ಹಚ್ಚುವಾಗ ನಮ್ಮ ಮನದ ದೀಪವನ್ನೂ ಹಚ್ಚೋಣ. ಇಂದು ಪ್ರಪಂಚದಲ್ಲಿ ಅಶಾಂತಿ, ದುಃಖ, ಹಿಂಸೆ ಹೆಚ್ಚಾಗಿದೆ. ಇದನ್ನು ದೂರ ಮಾಡಲು ಪರಮಾತ್ಮನ ನೆನಪೇ ಏಕೈಕ ಮಾರ್ಗ. ಜ್ಞಾನದ ಬಲದಿಂದ ಅಜ್ಞಾನದ ಕತ್ತಲು ನೀಗಿ ಹೋಗುತ್ತದೆ, ಯೋಗಬಲದಿಂದ ವಿಕಾರಗಳ ಕತ್ತಲು ನೀಗುತ್ತದೆ, ಸತ್ಯದ ಬಲದಿಂದ ಅಸತ್ಯದ ಕತ್ತಲು ನೀಗುತ್ತದೆ. ನಾವು ನಿಜವಾದ ಮಹಾಲಕ್ಷ್ಮಿಯ ಸ್ವಾಗತ ಮಾಡಲು ಮನಸ್ಸಿನ ಮನೆಯನ್ನು ಸ್ವಚ್ಛಗೊಳಿಸಬೇಕು. ಎಲ್ಲರಿಗೂ ದೀಪಾವಳಿ ಹಬ್ಬದ ಶುಭಾಶಯಗಳು. <box>777 141 962 481</box>
page-header <box>0 0 1532 127</box>
deepavali-headline-box <box>241 141 762 213</box>
press-meet-photo <box>966 1403 1486 1595</box>
vachana-caption1: ಹೊಂದಿದೆ ಎಂದರು. ಕಾರ್ಯಕ್ರಮದಲ್ಲಿ ಸಮಾಜ ಸೇವಕ ಶಿವಲಿಂಗಪ್ಪ ಎಸ್.ಪರಿವಾರ, ಶಾಲೆಯ ಮುಖ್ಯ <box>958 2215 1129 2264</box>
vachana-col5: ಜೀವನ, ನೈತಿಕ, ಮಾನವೀಯ ಮೌಲ್ಯಗಳ ಸಮಾನತೆ, ಕಾಯಕ, ದಾಸೋಹ ಪ್ರಜ್ಞೆ ಸಾರುತ್ತವೆ. ಜಗತ್ತಿಗೆ ಪ್ರಜಾಪ್ರಭುತ್ವ ತತ್ವವನ್ನು ಸಾರಿದ ಶರಣರ ವಚನಗಳು ಸಾರ್ವಕಾಲಿಕ ಸತ್ಯ. ವಚನಗಳ ಮೌಲ್ಯಗಳನ್ನು ಜೀವನದಲ್ಲಿ ಅಳವಡಿಸಿಕೊಂಡು ಮಾದರಿ ಬದುಕು ಸಾಗಿಸಬೇಕು ಎಂದು ಹೇಳಿದರು. <box>760 2012 949 2111</box>
section-rule <box>42 1935 1488 1937</box>
woman-lighting-lamp-illustration <box>241 220 762 570</box>
raju-portrait-photo <box>1143 228 1318 487</box>
bhalki-col1: ಭಾಲ್ಕಿ: ಅ.19:ಪಟ್ಟಣದಲ್ಲಿ ರಾಷ್ಟ್ರೀಯ ಸ್ವಯಂ ಸೇವಕ ಸಂಘ(ಆರ್‌ಎಸ್‌ಎಸ್)ದ ಶತಾಬ್ದಿ ಮತ್ತು ವಿಜಯದಶಮಿ ನಿಮಿತ್ತ ಭವ್ಯ ಪಥಸಂಚಲನ ಸಾಗಿತು. ಭಾಲ್ಕೇಶ್ವರ ಮಂದಿರದ ಆವರಣದಲ್ಲಿ ಸಮಾವೇಶಗೊಂಡ ನೂರಾರು ಗಣವೇಷಧಾರಿಗಳು ಜಮಾಗೊಂಡು ಶಿಸ್ತಿನಿಂದ ಹೆಜ್ಜೆ ಹಾಕಿದರು. ಘೋಷ ವಾದ್ಯಗಳ ತಾಳಕ್ಕೆ ತಕ್ಕಂತೆ ಪಥಸಂಚಲನ ಪಟ್ಟಣದ ಪ್ರಮುಖ ಬೀದಿಗಳಲ್ಲಿ ಸಾಗಿತು. ಮಾರ್ಗದುದ್ದಕ್ಕೂ ಜನರು ರಂಗೋಲಿ ಹಾಕಿ ಹೂಮಳೆ ಸುರಿಸಿ ಸ್ವಾಗತಿಸಿದರು. <box>975 1056 1138 1241</box>
engineer-col2: ಮಾತನಾಡಿ, ರಾಷ್ಟ್ರದ ಎಲ್ಲ ಕ್ಷೇತ್ರ ಹಿನ್ನೆಲೆಯಲ್ಲಿ ಇಂಜಿನಿಯರ್‌ಗಳ ಸೇವೆ ಅವಿಸ್ಮರಣೀಯವಾಗಿದೆ. ಇಂಜಿನಿಯರ್‌ಗಳ ಕೌಶಲ್ಯ ಹಾಗೂ ಪರಿಶ್ರಮದಿಂದ ದೇಶ ಪ್ರಗತಿಯತ್ತ ಸಾಗಿದೆ ಎಂದು ತಿಳಿಸಿದರು. ಸರ್ ಎಂ.ವಿಶ್ವೇಶ್ವರಯ್ಯನವರ ಆದರ್ಶ ಪಾಲಿಸುವ ಮೂಲಕ ಸಮಾಜಕ್ಕೆ ಉತ್ತಮ ಕೊಡುಗೆ ನೀಡಬೇಕು. ಹಿರಿಯ ಇಂಜಿನಿಯರ್‌ಗಳನ್ನು ಸನ್ಮಾನಿಸಲಾಯಿತು. ಸಾನ್ನಿಧ್ಯವಹಿಸಿದ್ದ ಹುಲಸೂರಿನ ಶ್ರೀಗಳು ಆಶೀರ್ವಚನ ನೀಡಿದರು. <box>228 1690 401 1858</box>
engineer-col3: ಬಾಸಗಿ ಮತ್ತು ಸರ್ಕಾರಿ ಕಟ್ಟಡಗಳ ನಿರ್ಮಾಣದಲ್ಲಿ ವೃತ್ತಿಪರತೆ ತೋರಬೇಕು ಎಂದು ಸಲಹೆ ನೀಡಿದರು. ಹಿರೇಮಠ ಸಂಸ್ಥಾನದ ಪೀಠಾಧಿಪತಿಗಳು ನೇತೃತ್ವವಹಿಸಿ ಆಶೀರ್ವಚನ ನೀಡಿದರು. ನಿವೃತ್ತ ಪ್ರಾಂಶುಪಾಲ ಅಶೋಕ ರಾಜೋಳೆ ಮಾತನಾಡಿ, ಸರ್ ಎಂ.ವಿಶ್ವೇಶ್ವರಯ್ಯನವರ ಜನ್ಮದಿನದ ಅಂಗವಾಗಿ ಇಂಜಿನಿಯರ್‌ಗಳ ದಿನಾಚರಣೆ ಆಚರಿಸಲಾಗುತ್ತಿದೆ ಎಂದು ತಿಳಿಸಿದರು. <box>408 1690 581 1841</box>
masthead <box>552 83 694 123</box>
engineer-quote: "ಇಂಜಿನಿಯರಿಂಗ್" ನೂತನ ಆವಿಷ್ಕಾರಗಳ ಹಣ,ಸಮಯ,ಶ್ರಮದ ಉಳಿತಾಯವಾಗಿ ಪ್ರತಿ ಸಾಧನೆಯು ಸಾಧ್ಯವಾಗುತ್ತಿದೆ. ಇಂಜಿನಿಯರಿಂಗ್ ಕ್ಷೇತ್ರದ ಹಿರಿಯ ಪ್ರತಿಭಾವಂತರ ಮಾರ್ಗದರ್ಶನ ಅಗತ್ಯ. ಭಾಲ್ಕಿ ಪಟ್ಟಣದ ಸೌಂದರ್ಯ ಹೆಚ್ಚಿಸಲು ಅಭಿಯಂತರರ ಕೊಡುಗೆ ಮುಖ್ಯ. <box>777 1416 945 1532</box>
greeting-text-block <box>255 281 482 391</box>
greeting-line2: ಹಬ್ಬದ <box>290 332 331 354</box>
vachana-col3: ಸಮಾಜಸೇವಕಿಗಳ ವತಿಯಿಂದ ಶರಣರ ಹಿತನುಡಿಗಳು 'ವಚನ-ದೀಪೋತ್ಸವ' ಏರ್ಪಡಿಸಲಾಗಿತ್ತು. ಸಮಾಜದ ಪ್ರತಿಯೊಬ್ಬರೂ ವಚನಗಳನ್ನು ಅಧ್ಯಯನ ಮಾಡಿ ಅವುಗಳ ಮೂಲಕ ಉದ್ದಾರ ಸಾಧಿಸಬೇಕು ಎಂದು ಹೇಳಿದರು. ಬಳಗದ ಅಧ್ಯಕ್ಷ ಹಾಗೂ ಉಪನ್ಯಾಸಕ ಎಚ್.ಬಿ.ಪಾಟೀಲ ಮಾತನಾಡಿದರು. <box>403 2012 574 2129</box>
person-portrait-icon <box>1143 228 1318 487</box>
raju-article <box>973 133 1490 764</box>
dalit-headline: ದಲಿತರ ಮೇಲೆ ದೌರ್ಜನ್ಯ ಹೆಚ್ಚಳ ಖಂಡನೀಯ: ಘಾಟಗೆ <box>1051 1361 1402 1384</box>
headline-rule <box>973 221 1490 222</box>
deepavali-col2: ಆಲೋಚನೆಯನ್ನುತಿದ್ದಲಿಕ್ಕೋದೇ ಕೇವಲ ಸ್ಕೂಲ ರೂಪದಲ್ಲಿ ಆಚರಿಸುತ್ತಿದ್ದರಿಂದ ಅಲೌಕಿಕ ಸಂಕೇತಿಕ ಅರ್ಥಮಾಡಲಾಗುತ್ತಿಲ್ಲ. ಕಾರ್ತಿಕ ಅಮಾವಾಸ್ಯೆಗೆ ಭಾರತದ ಪ್ರತಿಯೊಂದು ಮನೆಯಲ್ಲಿ ದೀಪಗಳನ್ನು ಬೆಳಗಿಸಿ ಆನಂದ ಉತ್ಸವವನ್ನು ಆಚರಿಸಲಾಗುತ್ತದೆ. ಎಲ್ಲರೂ ತಮ್ಮ ತಮ್ಮ ಮನೆ, ಗುಡಿ ಗುಂಡಾರಗಳನ್ನು ಶುಚಿಗೊಳಿಸಿ, ಬಣ್ಣಗಳಿಂದ ಶೃಂಗರಿಸುತ್ತಾರೆ. ದೀಪಾವಳಿ ಶಬ್ದ ದೀಪ ಮತ್ತು ಆವಳಿ ಎಂಬ ಎರಡು ಪದಗಳಿಂದ ಕೂಡಿದೆ. ಆವಳಿ ಎಂದರೆ ಸಾಲು ಎಂದರ್ಥ. ಹಬ್ಬದಲ್ಲಿ ದೀಪಗಳನ್ನು ಸಾಲಾಗಿ ಬೆಳಗಿಸುವುದರಿಂದ ಈ ಹಬ್ಬಕ್ಕೆ ದೀಪಾವಳಿ ಎಂದು ಹೆಸರು ಬಂದಿದೆ. ನರಕಚತುರ್ದಶಿ, ಧನತೇರಸ, ಬಲಿಪಾಡ್ಯಮಿ, ಭಾವಬಿದಿಗೆ ಎಂಬ ಐದು ದಿನಗಳ ಹಬ್ಬವಾಗಿ ಆಚರಿಸಲಾಗುತ್ತದೆ. ಎಣ್ಣೆ ದೀಪದ ಬೆಳಕು ಕತ್ತಲನ್ನು ಓಡಿಸುವಂತೆ ಮನಸ್ಸಿನ ಅಜ್ಞಾನವನ್ನು ಓಡಿಸಲು ಆತ್ಮಜ್ಞಾನದ ದೀಪವನ್ನು ಬೆಳಗಿಸಬೇಕು. ವಿದ್ಯುತ್ ದೀಪಗಳ ಮಾಲೆಗಳಿಂದ ಮನೆಗಳನ್ನು ಶೃಂಗರಿಸುವುದರ ಜೊತೆಗೆ ಪ್ರತಿಯೊಬ್ಬರ ಮನದಲ್ಲಿ ದೀಪ ಬೆಳಗಿಸಿ ಒಂದು ದೀಪದಿಂದ ಇನ್ನೊಂದು ದೀಪ ಹಚ್ಚುವಂತೆ ಜ್ಞಾನವನ್ನು ಹಂಚಬೇಕು. ಮಹಾಲಕ್ಷ್ಮಿಯ ಆರಾಧನೆ ಮತ್ತು ಹೊಸ ಲೆಕ್ಕಪತ್ರಗಳ ಪೂಜೆ ವ್ಯಾಪಾರಿಗಳಿಗೆ ವಿಶೇಷವಾಗಿದೆ. <box>241 579 412 1004</box>
vachana-caption3: ಚಂದ್ರಲೇಖಾ, ಸೇವಕಿಯರಾದ ನಾಗಮ್ಮ, ಸುನಿತಾ ಹಾಗೂ ವಿದ್ಯಾರ್ಥಿಗಳಿದ್ದರು. <box>1315 2215 1488 2246</box>
deepavali-col1-p3: ನಮಗೆ ದೀಪದ ಮಹತ್ವವನ್ನು ಸಾರಿ ಹೇಳುತ್ತದೆ, ನಾವುಗಳು ಜ್ಯೋತಿಗಳು ಪರಮಜ್ಯೋತಿ ಪರಮಾತ್ಮನ ಸಂತಾನಗಳಾಗಿದ್ದಾರೆ ನಮ್ಮ ಆತ್ಮಜ್ಯೋತಿಯನ್ನು ಬೆಳಗುವ ಮೂಲಕ ಮನುಕುಲವನ್ನು ಬೆಳಗಿಸಬೇಕಾಗಿದೆ ಪ್ರತಿಯೊಬ್ಬರೂ ಆಧ್ಯಾತ್ಮಿಕ ಜ್ಞಾನದ ದಾರಿಯಲ್ಲಿ ಸಾಗಬೇಕು. <box>50 694 229 793</box>
